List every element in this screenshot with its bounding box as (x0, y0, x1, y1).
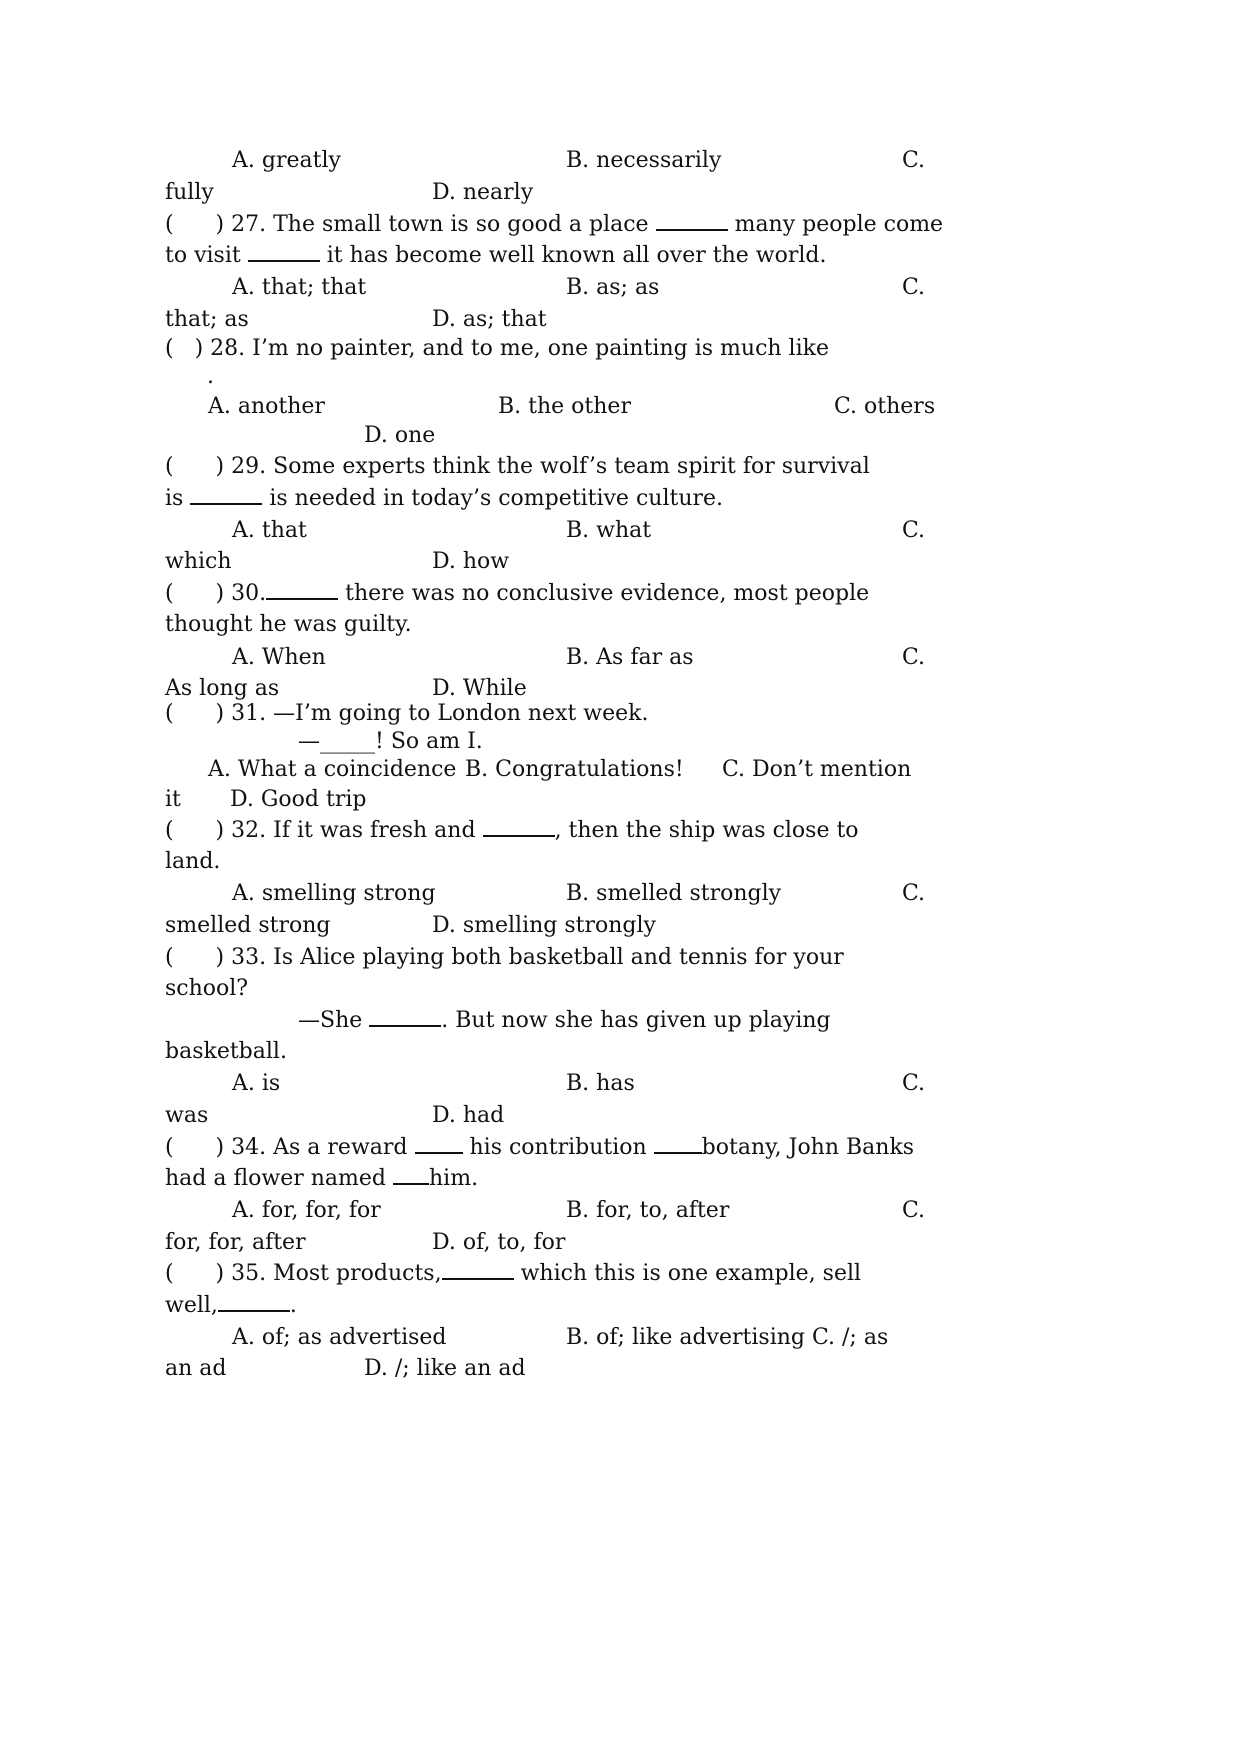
question-number: 34. (231, 1135, 267, 1160)
answer-paren: ( ) (165, 336, 204, 361)
q29-option-d: D. how (432, 549, 510, 574)
q33-option-d: D. had (432, 1103, 505, 1128)
q28-stem-line2: . (207, 364, 214, 389)
q35-option-d: D. /; like an ad (364, 1356, 526, 1381)
q33-option-c: was (165, 1103, 209, 1128)
q35-option-c: an ad (165, 1356, 227, 1381)
q29-text: is (165, 486, 184, 511)
answer-blank (393, 1165, 429, 1185)
q27-option-c: that; as (165, 307, 249, 332)
q29-stem-line1 (165, 452, 870, 482)
q34-stem-line1 (165, 1133, 914, 1163)
q32-text: If it was fresh and (273, 818, 476, 843)
q27-text: it has become well known all over the world. (326, 243, 827, 268)
q31-option-b: B. Congratulations! (465, 757, 684, 782)
q34-text: botany, John Banks (701, 1135, 915, 1160)
q33-stem-line2: school? (165, 976, 249, 1001)
q31-stem-line1 (165, 699, 649, 729)
q34-text: him. (429, 1166, 479, 1191)
answer-blank (442, 1260, 514, 1280)
q29-text: Some experts think the wolf’s team spirit for survival (273, 454, 870, 479)
question-number: 29. (231, 454, 267, 479)
q35-text: well, (165, 1293, 218, 1318)
answer-paren: ( ) (165, 212, 225, 237)
answer-paren: ( ) (165, 945, 225, 970)
q28-option-d: D. one (364, 423, 436, 448)
q30-option-d: D. While (432, 676, 527, 701)
q30-option-c: As long as (165, 676, 280, 701)
q32-option-d: D. smelling strongly (432, 913, 656, 938)
q29-option-a: A. that (232, 518, 307, 543)
q31-option-d: D. Good trip (230, 787, 367, 812)
q26-option-c-marker: C. (902, 148, 926, 173)
answer-blank (369, 1007, 441, 1027)
q29-option-b: B. what (566, 518, 652, 543)
q27-option-c-marker: C. (902, 275, 926, 300)
answer-paren: ( ) (165, 1135, 225, 1160)
q30-stem-line2: thought he was guilty. (165, 612, 412, 637)
q26-option-c: fully (165, 180, 214, 205)
q33-stem-line1 (165, 943, 844, 973)
q27-text: many people come (734, 212, 944, 237)
q33-option-b: B. has (566, 1071, 635, 1096)
answer-blank (483, 817, 555, 837)
q29-text: is needed in today’s competitive culture. (269, 486, 724, 511)
q33-text: . But now she has given up playing (441, 1008, 831, 1033)
q31-option-c-marker: C. Don’t mention (722, 757, 912, 782)
q28-option-a: A. another (208, 394, 325, 419)
q26-option-b: B. necessarily (566, 148, 722, 173)
q29-stem-line2 (165, 484, 723, 514)
q26-option-d: D. nearly (432, 180, 534, 205)
q33-stem-line4: basketball. (165, 1039, 287, 1064)
q28-text: I’m no painter, and to me, one painting is much like (252, 336, 829, 361)
answer-paren: ( ) (165, 701, 225, 726)
q34-text: had a flower named (165, 1166, 386, 1191)
question-number: 31. (231, 701, 267, 726)
q26-option-a: A. greatly (232, 148, 341, 173)
q28-option-b: B. the other (498, 394, 631, 419)
q32-stem-line1 (165, 816, 859, 846)
q27-text: to visit (165, 243, 241, 268)
q35-option-b: B. of; like advertising C. /; as (566, 1325, 889, 1350)
question-number: 35. (231, 1261, 267, 1286)
q30-option-c-marker: C. (902, 645, 926, 670)
q30-option-b: B. As far as (566, 645, 694, 670)
q31-option-a: A. What a coincidence (208, 757, 457, 782)
question-number: 32. (231, 818, 267, 843)
q32-text: , then the ship was close to (554, 818, 859, 843)
question-number: 27. (231, 212, 267, 237)
q30-option-a: A. When (232, 645, 326, 670)
answer-blank (654, 1134, 702, 1154)
q31-option-c: it (165, 787, 181, 812)
q27-option-a: A. that; that (232, 275, 367, 300)
q33-option-c-marker: C. (902, 1071, 926, 1096)
q28-option-c: C. others (834, 394, 936, 419)
q27-stem-line2 (165, 241, 826, 271)
q34-option-d: D. of, to, for (432, 1230, 566, 1255)
q35-stem-line2 (165, 1291, 297, 1321)
q34-option-a: A. for, for, for (232, 1198, 381, 1223)
q33-stem-line3 (298, 1006, 831, 1036)
q32-option-c-marker: C. (902, 881, 926, 906)
q34-option-b: B. for, to, after (566, 1198, 730, 1223)
answer-paren: ( ) (165, 818, 225, 843)
answer-blank (656, 211, 728, 231)
q32-stem-line2: land. (165, 849, 221, 874)
q30-stem-line1 (165, 579, 869, 609)
q34-text: As a reward (273, 1135, 408, 1160)
question-number: 33. (231, 945, 267, 970)
question-number: 28. (210, 336, 246, 361)
q32-option-c: smelled strong (165, 913, 331, 938)
q34-stem-line2 (165, 1164, 478, 1194)
q33-text: Is Alice playing both basketball and tennis for your (273, 945, 844, 970)
answer-paren: ( ) (165, 454, 225, 479)
q35-text: Most products, (273, 1261, 442, 1286)
answer-blank (190, 485, 262, 505)
q31-text: —I’m going to London next week. (273, 701, 649, 726)
answer-blank (266, 580, 338, 600)
q33-option-a: A. is (232, 1071, 281, 1096)
q35-text: . (289, 1293, 297, 1318)
q32-option-a: A. smelling strong (232, 881, 436, 906)
q33-text: —She (298, 1008, 363, 1033)
q35-stem-line1 (165, 1259, 861, 1289)
q27-stem-line1 (165, 210, 943, 240)
question-number: 30. (231, 581, 267, 606)
q34-option-c-marker: C. (902, 1198, 926, 1223)
q34-text: his contribution (469, 1135, 647, 1160)
q27-option-d: D. as; that (432, 307, 547, 332)
q28-stem-line1 (165, 334, 829, 364)
q34-option-c: for, for, after (165, 1230, 306, 1255)
answer-blank (218, 1292, 290, 1312)
answer-paren: ( ) (165, 581, 225, 606)
q31-stem-line2: —_____! So am I. (298, 729, 483, 754)
q27-option-b: B. as; as (566, 275, 660, 300)
q30-text: there was no conclusive evidence, most people (345, 581, 870, 606)
q35-option-a: A. of; as advertised (232, 1325, 447, 1350)
q29-option-c: which (165, 549, 232, 574)
q29-option-c-marker: C. (902, 518, 926, 543)
q35-text: which this is one example, sell (520, 1261, 862, 1286)
q32-option-b: B. smelled strongly (566, 881, 782, 906)
answer-blank (415, 1134, 463, 1154)
answer-blank (248, 242, 320, 262)
q27-text: The small town is so good a place (273, 212, 649, 237)
answer-paren: ( ) (165, 1261, 225, 1286)
